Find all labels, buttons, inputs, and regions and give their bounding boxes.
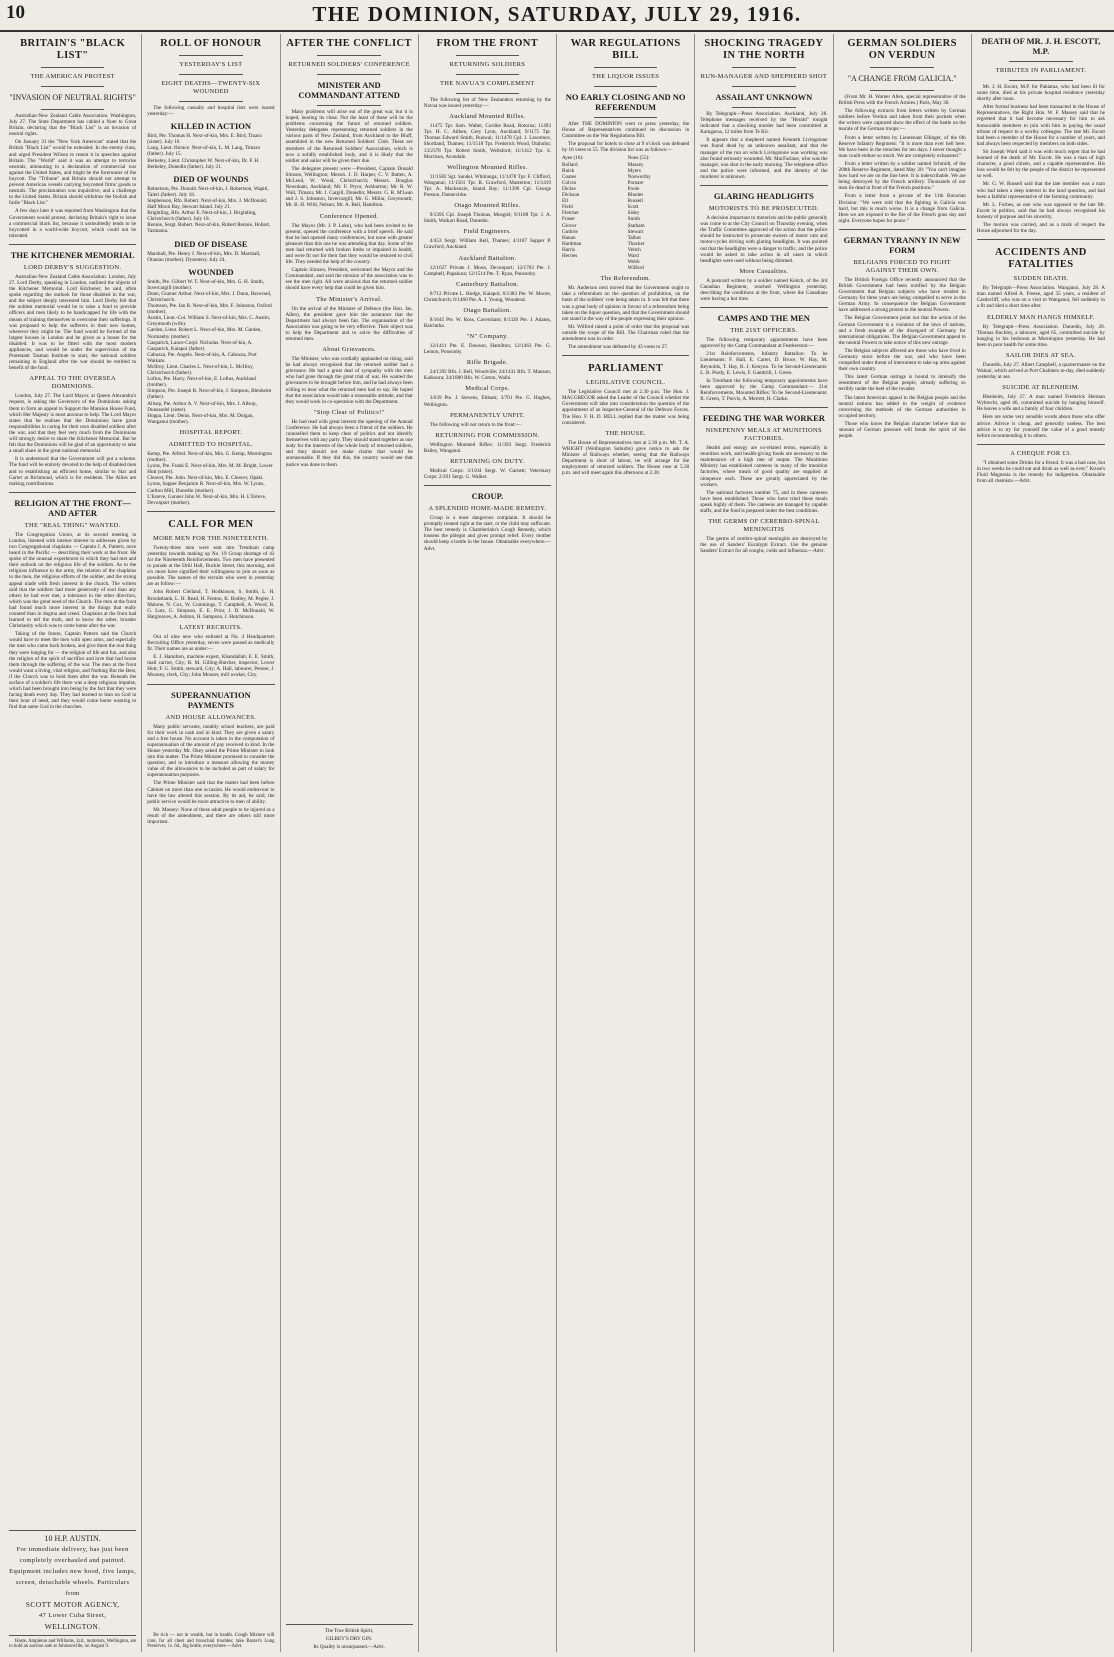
divider [456,55,520,56]
divider [424,485,551,486]
section-heading: Medical Corps. [465,385,510,393]
subheadline: ASSAILANT UNKNOWN [715,92,813,102]
advertisement-text: Equipment includes new hood, five lamps, screen, detachable wheels. Particulars from [9,1567,137,1597]
subheadline: THE 21ST OFFICERS. [730,327,798,335]
divider [317,74,381,75]
article-paragraph: By Telegraph—Press Association. Auckland, July 28. Telephone messages received by the "Herald" tonight indicated that a shocking murder had been committed at Kaingaroa, 12 miles from Te Kii. [700,111,828,136]
list-item: Dickson [562,192,580,199]
list-item: Robertson, Pte. Donald. Next-of-kin, J. Robertson, Wapiti, Taieri (father). July 18. [147,185,269,198]
article-paragraph: The Belgian subjects affected are those who have lived in Germany since before the war, and who have been compelled under threat of internment to take up arms against their own country. [838,347,966,373]
list-item: Lyons, Sapper Benjamin R. Next-of-kin, Mrs. W. Lyons, Carlton Mill, Dunedin (mother). [147,481,265,494]
article-paragraph: The following extracts from letters written by German soldiers before Verdun and taken from their pockets when the writers were captured show the effect of the battle on the morale of the German troops:— [838,108,966,133]
section-heading: THE GERMS OF CEREBRO-SPINAL MENINGITIS [708,518,820,534]
masthead [0,0,1114,32]
article-paragraph: In Trentham the following temporary appointments have been approved by the Camp Commandant:— 21st Reinforcements, Mounted Rifles: To be Second-Lieutenants: R. Green, T. Purvis, A. Merrett, H. Clarke. [700,377,828,402]
headline: GLARING HEADLIGHTS [713,191,814,202]
column-4 [419,34,557,1652]
list-item: Brightling, Rfn. Arthur E. Next-of-kin, J. Brightling, Christchurch (father). July 18. [147,210,257,223]
divider [179,74,243,75]
article-paragraph: Blenheim, July 27. A man named Frederick Herman Wybrecht, aged 46, committed suicide by hanging himself. He leaves a wife and a family of four children. [976,394,1105,413]
casualty-list [147,133,274,170]
divider [870,90,934,91]
section-heading: ELDERLY MAN HANGS HIMSELF. [986,313,1095,321]
headline: CALL FOR MEN [168,518,254,530]
headline: FEEDING THE WAR WORKER [702,413,825,424]
divider [732,67,796,68]
list-item: Poole [627,185,640,192]
article-paragraph: The latest American appeal to the Belgian people and the neutral nations has added to the weight of evidence concerning the methods of the German authorities in occupied territory. [838,394,966,419]
division-list [562,155,689,273]
list-item: Bird, Pte. Thomas H. Next-of-kin, Mrs. E. Bird, Tinaru (sister). July 16. [147,133,262,146]
page-number: 10 [6,2,25,23]
divider [41,67,105,68]
section-heading: Field Engineers. [463,228,512,236]
list-item: Smith, Pte. Gilbert W. T. Next-of-kin, Mrs. G. H. Smith, Invercargill (mother). [147,278,265,291]
article-paragraph: The national factories number 75, and in these canteens have been established. Those who have tried these meals speak highly of them. The canteens are managed by capable staffs, and the food is prepared under the best conditions. [700,489,828,515]
divider [732,86,796,87]
list-item: Hoppa, Lieut. Denis. Next-of-kin, Mrs. M. Duigan, Wanganui (mother). [147,412,254,425]
list-header: Noes (55): [627,155,650,162]
list-item: Ward [627,252,639,259]
noes-list [628,155,690,271]
divider [1009,80,1073,81]
list-item: Berkeley, Lieut. Christopher W. Next-of-kin, Dr. F. H. Berkeley, Dunedin (father). July 21. [147,157,260,170]
notice: Be rich — not in wealth, but in health. Cough Mixture will cure, for all chest and bronchial troubles; take Baxter's Lung Preserver, 1s. 6d., big bottle, everywhere.—Advt. [147,1633,275,1650]
column-6 [695,34,833,1652]
divider [41,109,105,110]
subheadline: RUN-MANAGER AND SHEPHERD SHOT [700,73,828,80]
article-paragraph: Australian-New Zealand Cable Association. London, July 27. Lord Derby, speaking in London, outlined the objects of the Kitchener Memorial. Lord Kitchener, he said, often spoke regarding the outlook for those disabled in the war, and the subject deeply interested him. Lord Derby felt that the noblest memorial would be to raise a fund to provide officers and men likely to be handicapped for life with the means of training themselves to overcome their sufferings. It was proposed to help the sufferers in their new homes, wherever they might be. The fund would be formed of the largest houses in London and be given as a house for the disabled. It was to be fitted with the most modern appliances, and would be under the supervision of the Protestant Tasman Institute to start, the national soldiers remaining in England after the war should be entitled to benefit of the fund. [9,273,137,372]
divider [594,86,658,87]
divider [870,67,934,68]
list-item: Russell [627,198,643,205]
headline: PARLIAMENT [588,363,664,375]
column-1 [4,34,142,1652]
section-heading: PERMANENTLY UNFIT. [449,411,525,419]
headline: SHOCKING TRAGEDY IN THE NORTH [704,38,824,61]
article-paragraph: The following casualty and hospital lists were issued yesterday:— [147,105,275,118]
article-paragraph: Here are some very sensible words about those who offer advice. Advice is cheap, and generally useless. The best advice is to try for yourself the value of a good remedy before recommending it to others. [976,414,1105,439]
page-columns [4,34,1110,1652]
article-paragraph: It is understood that the Government will put a scheme. The fund will be entirely devoted to the help of disabled men and to establishing an efficient home, similar to Star and Garter at Richmond, which is for residents. The Allies are making contributions. [9,456,137,487]
list-item: Bollard [562,161,578,168]
list-item: Pomare [627,179,644,186]
list-item: Veitch [627,246,641,253]
list-item: Thacker [627,240,645,247]
article-paragraph: Mr. Anderson next moved that the Government ought to take a referendum on the question of prohibition, on the basis of the soldiers' vote being taken in. It was felt that there was a great body of opinion in favour of a referendum being taken on the liquor question, and that the Government should not stand in the way of the people expressing their opinion. [562,285,690,322]
divider [700,307,827,308]
divider [456,74,520,75]
list-item: Marshall, Pte. Henry J. Next-of-kin, Mrs. D. Marshall, Otautau (mother). Dysentery. July 24. [147,250,261,263]
subheadline: MORE MEN FOR THE NINETEENTH. [153,534,269,542]
article-paragraph: John Robert Clelland, T. Hodkinson, S. Smith, L. H. Brooksbank, L. H. Read, H. Fenton, K. Bodley, M. Pegler, J. Malone, N. Cox, W. Cummings, T. Campbell, A. Wood, R. G. Lutz, G. Simpson, E. E. Prior, J. D. McDonald, W. Hargreaves, A. Ashton, H. Sampson, J. Hutchinson. [147,589,275,620]
article-paragraph: 4/453 Sergt. William Bell, Thames; 4/1187 Sapper P. Crawford, Auckland. [423,238,551,251]
column-5 [557,34,695,1652]
list-item: Webb [627,259,640,266]
article-paragraph: The following list of New Zealanders returning by the Navua was issued yesterday:— [423,97,551,110]
list-item: Thomson, Pte. Ian R. Next-of-kin, Mrs. F. Johnston, Oxford (mother). [147,303,272,316]
article-paragraph: Those who know the Belgian character believe that no amount of German pressure will break the spirit of the people. [838,420,966,440]
divider [977,239,1105,240]
notice: Haste, Ampleton and Williams, Ltd., motorists, Wellington, are to hold an auction sale at Johnsonville, on August 9. [9,1638,137,1650]
subheadline: NO EARLY CLOSING AND NO REFERENDUM [565,92,686,112]
article-paragraph: 8/1645 Pte. W. Ross, Caversham; 8/1320 Pte. J. Adams, Balclutha. [423,316,551,329]
hospital-list [147,451,274,506]
list-item: Wilford [627,265,644,272]
article-paragraph: By Telegraph—Press Association. Wanganui, July 28. A man named Alfred A. Freese, aged 35 years, a resident of Castlecliff, who was on a visit to Wanganui, fell suddenly in a fit and died a short time after. [976,285,1105,310]
section-heading: Auckland Battalion. [458,254,517,262]
divider [594,67,658,68]
list-item: Colvin [562,179,577,186]
column-7 [834,34,972,1652]
advertisement-text: "I obtained some Drinks for a friend. It was a bad case, but in two weeks he could eat and drink as well as ever." Kruse's Fluid Magnesia is the remedy for indigestion. Obtainable from all chemists.—Advt. [976,459,1105,485]
list-item: Kemp, Pte. Alfred. Next-of-kin, Mrs. G. Kemp, Mornington (mother). [147,450,273,464]
divider [594,117,658,118]
section-heading: LATEST RECRUITS. [179,623,243,631]
advertisement-name: GILBEY'S DRY GIN. [325,1635,373,1642]
article-paragraph: Wellington Mounted Rifles: 11/393 Sergt. Frederick Bailey, Wanganui. [423,441,551,454]
article-paragraph: 12/1411 Pte. E. Dawson, Hamilton; 12/1463 Pte. G. Lemon, Ponsonby. [423,343,551,356]
subheadline: MINISTER AND COMMANDANT ATTEND [298,80,400,100]
casualty-list [147,186,274,235]
section-heading: About Grievances. [322,346,377,354]
divider [456,93,520,94]
article-paragraph: After formal business had been transacted in the House of Representatives, the Right Hon. W. F. Massey said that he regretted that it had become necessary for him to ask honourable members to join with him in paying the usual tribute of respect to a worthy colleague. The late Mr. Escott had been a member of the House for a number of years, and had always been respected by members on both sides. [976,104,1105,147]
advertisement-text: The germs of cerebro-spinal meningitis are destroyed by the use of Sanders' Eucalypti Extract. Use the genuine Sanders' Extract for all coughs, colds and influenza.—Advt. [700,536,828,555]
headline: ROLL OF HONOUR [160,38,262,49]
section-heading: The Minister's Arrival. [316,295,383,303]
article-paragraph: The delegates present were:—President, Captain Donald Simson, Wellington; Messrs. J. D. Harper, C. V. Batten, A. McLeod, W. Wood, Christchurch; Messrs. Douglas Newnham, Auckland; Mr. F. Pryor, Ashburton; Mr. R. W. Wall, Timaru; Mr. J. Cargill, Dunedin; Messrs. G. R. M'Lean and J. S. Johnston, Invercargill; Mr. G. Millar, Greymouth; Mr. B. H. Wild, Nelson; Mr. A. Bell, Hamilton. [285,165,413,209]
list-item: Statham [627,222,645,229]
subheadline: APPEAL TO THE OVERSEA DOMINIONS. [29,375,116,391]
advertisement-subtitle: A SPLENDID HOME-MADE REMEDY. [428,505,547,513]
headline: AFTER THE CONFLICT [286,38,412,49]
headline: SUPERANNUATION PAYMENTS [171,689,251,710]
list-item: Coates [562,173,577,180]
article-paragraph: 11475 Tpr. Sam. Walter, Cordite Road, Rotorua; 11493 Tpr. H. C. Aitken, Grey Lynn, Auckland; 9/1175 Tpr. Thomas Edward Smith, Ruawai; 11/1478 Cpl. J. Lawrence, Shortland, Thames; 11/1518 Tpr. Frederick Wood, Otahuhu; 13/2378 Tpr. Robert Smith, Wellsford; 11/1412 Tpr. S. Morrison, Avondale. [423,123,551,160]
list-item: Cleaver, Pte. John. Next-of-kin, Mrs. E. Cleaver, Opaki. [147,475,264,482]
article-paragraph: The Prime Minister said that the matter had been before Cabinet on more than one occasion. He would endeavour to have the law altered this session. By its aid, he said, the public service would be more attractive to men of ability. [147,780,275,805]
advertisement-text: The True British Spirit, [324,1627,374,1634]
subheadline: AND HOUSE ALLOWANCES. [165,713,257,721]
divider [732,107,796,108]
list-item: Loftus, Pte. Harry. Next-of-kin, E. Loftus, Auckland (brother). [147,376,256,389]
article-paragraph: This latest German outrage is bound to intensify the resentment of the Belgian people, already suffering so terribly under the heel of the invader. [838,374,966,393]
list-item: Myers [627,167,641,174]
subheadline: SUDDEN DEATH. [1013,275,1069,283]
list-item: Sidey [627,210,640,217]
subheadline: TRIBUTES IN PARLIAMENT. [995,67,1087,74]
article-paragraph: Mr. Massey: None of these adult people to be injured as a result of the amendment, and there are others still more important. [147,806,275,825]
divider [839,229,966,230]
divider [317,55,381,56]
article-paragraph: 11/1582 Sgt. Sandel, Whitianga; 11/1478 Tpr. F. Clifford, Wanganui; 11/1561 Tpr. R. Crawford, Masterton; 11/1419 Tpr. A. Mackenzie, Island Bay; 11/1396 Cpl. George Preston, Dannevirke. [423,173,551,199]
article-paragraph: A postcard written by a soldier named Keitch, of the 3rd Canadian Regiment, reached Wellington yesterday, describing the conditions at the front, where the Canadians were having a hot time. [700,277,828,303]
divider [977,444,1105,445]
article-paragraph: After THE DOMINION went to press yesterday, the House of Representatives continued its discussion in Committee on the War Regulations Bill. [562,121,690,140]
section-heading: A CHEQUE FOR £3. [1010,449,1072,457]
section-heading: DIED OF WOUNDS [173,173,249,184]
ayes-list [562,155,624,271]
article-paragraph: From a letter written by a soldier named Schmidt, of the 208th Reserve Regiment, dated May 20: "You can't imagine how hard we are on the line here. It is indescribable. We are being destroyed by the French artillery. Thousands of our men lie dead in front of the French positions." [838,160,966,192]
headline: CAMPS AND THE MEN [717,313,810,324]
article-paragraph: The Mayor (Mr. J. P. Luke), who had been invited to be present, opened the conference with a brief speech. He said that he had opened many conferences, but none with greater pleasure than this one he was attending that day. Some of the men had returned with broken limbs or impaired in health, and were fit not for their fast they would be restored to civil life. They needed the help of the country. [285,222,413,266]
list-item: Dunn, Gunner Arthur. Next-of-kin, Mrs. J. Dunn, Barwood, Christchurch. [147,290,272,303]
advertisement-city: WELLINGTON. [44,1621,101,1631]
subheadline: MOTORISTS TO BE PROSECUTED. [708,205,819,213]
subheadline: THE "REAL THING" WANTED. [24,521,121,529]
casualty-list [147,251,274,263]
article-paragraph: 6/712 Private L. Hodge, Kaiapoi; 6/1383 Pte. W. Moore, Christchurch; 6/1460 Pte. A. J. Young, Woodend. [423,290,551,303]
list-item: Rennie, Sergt. Robert. Next-of-kin, Robert Rennie, Hobart, Tasmania. [147,222,271,235]
advertisement-text: For immediate delivery, has just been completely overhauled and painted. [16,1545,129,1564]
section-heading: Canterbury Battalion. [456,280,519,288]
subheadline: LEGISLATIVE COUNCIL. [585,379,666,387]
article-paragraph: 21st Reinforcements, Infantry Battalion: To be Lieutenants: F. Hall, E. Carter, D. Bruce, W. Hay, M. Reynolds, T. Hay, R. J. Kenyon. To be Second-Lieutenants: L. B. Purdy, E. Lewis, F. Gambrill, J. Green. [700,351,828,376]
list-item: Austin, Lieut.-Col. William S. Next-of-kin, Mrs. C. Austin, Greymouth (wife). [147,315,271,328]
subheadline: EIGHT DEATHS—TWENTY-SIX WOUNDED [161,80,261,95]
article-paragraph: Medical Corps: 3/1104 Sergt. W. Garnett; Veterinary Corps: 2/391 Sergt. G. Walker. [423,467,551,480]
subheadline: THE LIQUOR ISSUES [592,73,660,80]
article-paragraph: The motion was carried, and as a mark of respect the House adjourned for the day. [976,221,1105,235]
divider [700,185,827,186]
article-paragraph: Out of nine new who enlisted at No. 4 Headquarters Recruiting Office yesterday, seven were passed as medically fit. Their names are as under:— [147,633,275,653]
article-paragraph: Many problems will arise out of the great war, but it is hoped, hearing its close. Not the least of these will be the problems concerning the future of returned soldiers. Yesterday delegates representing returned soldiers in the various parts of New Zealand, from Auckland to the Bluff, assembled in the new Returned Soldiers' Club. These are members of the Returned Soldiers' Association, which is now a solidly established body, and it is likely that the soldier and sailor will be given their due. [285,109,413,164]
section-heading: The Referendum. [600,275,651,283]
list-item: Fraser [562,216,575,223]
divider [9,1530,136,1531]
list-item: Herries [562,252,578,259]
list-item: Stephenson, Rfn. Robert. Next-of-kin, Mrs. J. McDonald, Half Moon Bay, Stewart Island. July 21. [147,197,267,211]
list-item: Cabuzza, Pte. Angelo. Next-of-kin, A. Cabuzza, Port Waikato. [147,351,257,364]
article-paragraph: Sir Joseph Ward said it was with much regret that he had learned of the death of Mr. Escott. He was a man of high character, a good citizen, and a capable representative. His loss would be felt by the people of the district he represented so well. [976,148,1105,180]
article-paragraph: It appears that a shepherd named Kenneth Livingstone was found dead by an unknown assailant, and that the manager of the run on which Livingstone was working was also found seriously wounded. Mr. MacFarlane, who was the manager, was shot in the early morning. The telephone office and the police were informed, and the identity of the murderer is unknown. [700,137,828,180]
article-paragraph: He had read with great interest the opening of the Annual Conference. He had always been a friend of the soldiers. He counselled them to keep clear of politics and not identify themselves with any party. They should stand together as one body for the interests of the whole body of returned soldiers, and they should not make claims that would be unreasonable. If they did this, the country would see that justice was done to them. [285,418,413,468]
list-item: Simpson, Pte. Joseph R. Next-of-kin, J. Simpson, Blenheim (father). [147,388,272,401]
article-paragraph: By Telegraph—Press Association. Dunedin, July 28. Thomas Buckley, a labourer, aged 65, committed suicide by hanging in his bedroom at Mornington yesterday. He had been in poor health for some time. [976,323,1105,348]
list-item: Buick [562,167,575,174]
article-paragraph: 12/1627 Private J. Moon, Devonport; 12/1703 Pte. J. Campbell, Papakura; 12/1514 Pte. T. Ryan, Ponsonby. [423,264,551,277]
advertisement-address: 47 Lower Cuba Street, [39,1611,107,1619]
list-item: Rhodes [627,192,644,199]
article-paragraph: Twenty-three men were sent into Trentham camp yesterday towards making up No. 19 Group shortage of 42 for the Nineteenth Reinforcements. Two men have presented to parade at the Drill Hall, Buckle Street, this morning, and six more have signified their willingness to join as soon as possible. The names of the recruits who went in yesterday are as follow:— [147,544,275,588]
casualty-list [147,279,274,425]
divider [317,105,381,106]
advertisement-name: SCOTT MOTOR AGENCY, [25,1599,120,1609]
subheadline: LORD DERBY'S SUGGESTION. [23,263,122,271]
advertisement-text: Its Quality is unsurpassed.—Advt. [313,1643,385,1650]
section-heading: RETURNING ON DUTY. [450,457,525,465]
list-item: Scott [627,204,639,211]
list-item: Stewart [627,228,644,235]
column-3 [281,34,419,1652]
list-item: Massey [627,161,644,168]
list-item: Guthrie [562,228,578,235]
article-paragraph: Mr. J. H. Escott, M.P. for Pahiatua, who had been ill for some time, died at his private hospital residence yesterday shortly after noon. [976,84,1105,103]
subheadline: YESTERDAY'S LIST [179,61,243,68]
article-paragraph: Many public servants, notably school teachers, are paid for their work in cash and in kind. They are given a salary and a free house. No account is taken in the computation of superannuation of the amount of pay received in kind. In the House yesterday Mr. Okey asked the Prime Minister to look into this matter. The Prime Minister promised to consider the question, and to introduce a measure allowing the money value of the allowances to be included as part of salary for superannuation purposes. [147,723,275,779]
list-item: Smith [627,216,641,223]
section-subheading: ADMITTED TO HOSPITAL. [168,440,254,448]
article-paragraph: The Minister, who was cordially applauded on rising, said he had always recognised that the returned soldier had a grievance. He had a great deal of sympathy with the men who had gone through the great trial of war. He wanted the grievances to be brought before him, and he had always been willing to hear what the returned men had to say. He hoped that the association would take a reasonable attitude, and that they would work in co-operation with the Department. [285,356,413,405]
article-paragraph: From a letter written by Lieutenant Ellinger, of the 6th Reserve Infantry Regiment: "It is more than ever hell here. We have been in the trenches for ten days. I never thought a man could endure so much. We are completely exhausted." [838,134,966,159]
article-paragraph: The amendment was defeated by 43 votes to 27. [568,344,669,351]
divider [562,355,689,356]
article-paragraph: E. J. Hamilton, machine expert, Khandallah; E. E. Smith, mail carrier, City; R. M. Gilling-Butcher, inspector, Lower Hutt; F. G. Smith, steward, City; A. Hall, labourer, Petone; J. Mooney, clerk, City; John Mouser, mill worker, City. [147,654,275,679]
article-paragraph: Australian-New Zealand Cable Association. Washington, July 27. The State Department has cabled a Note to Great Britain, declaring that the "Black List" is an invasion of neutral rights. [9,113,137,138]
section-heading: More Casualties. [739,267,789,275]
list-item: Gasparich, Lance-Corpl. Nicholas. Next-of-kin, A. Gasparich, Kaiapoi (father). [147,339,253,352]
subheadline: RETURNING SOLDIERS [449,61,526,68]
headline: GERMAN TYRANNY IN NEW FORM [843,234,961,255]
section-heading: THE HOUSE. [605,429,646,437]
subheadline: BELGIANS FORCED TO FIGHT AGAINST THEIR OWN. [853,258,951,274]
section-heading: "N" Company. [466,333,509,341]
headline: GERMAN SOLDIERS ON VERDUN [847,38,957,61]
section-heading: DIED OF DISEASE [174,238,248,249]
section-heading: Auckland Mounted Rifles. [449,113,526,121]
divider [9,492,136,493]
article-paragraph: A few days later it was reported from Washington that the Government would protest, declaring Britain's right to issue a commercial black list, because it undoubtedly tends to be boycotted in a world-wide boycott, which could not be tolerated. [9,208,137,239]
list-item: Lyons, Pte. Frank E. Next-of-kin, Mrs. M. M. Bright, Lower Hutt (sister). [147,463,273,476]
article-paragraph: The following temporary appointments have been approved by the Camp Commandant at Featherston:— [700,337,828,350]
list-item: Hardman [562,240,582,247]
column-8 [972,34,1110,1652]
list-item: Hanan [562,234,576,241]
headline: FROM THE FRONT [436,38,539,49]
newspaper-title: THE DOMINION, SATURDAY, JULY 29, 1916. [312,2,802,26]
advertisement-title: CROUP. [471,491,504,502]
article-paragraph: Mr. G. W. Russell said that the late member was a man who had taken a deep interest in the land question, and had been a faithful representative of the farming community. [976,181,1105,200]
divider [147,511,274,512]
article-paragraph: Dunedin, July 27. Albert Campbell, a quartermaster on the Wainui, which arrived at Port Chalmers to-day, died suddenly yesterday at sea. [976,361,1105,381]
list-item: Field [562,204,573,211]
list-item: Nosworthy [627,173,651,180]
article-paragraph: The following will not return to the front:— [429,421,522,428]
section-heading: RETURNING FOR COMMISSION. [435,431,540,439]
section-heading: SUICIDE AT BLENHEIM. [1002,384,1080,392]
headline: ACCIDENTS AND FATALITIES [994,247,1087,271]
article-paragraph: 9/1395 Cpl. Joseph Thomas, Mosgiel; 9/1188 Tpr. J. A. Smith, Waikari Road, Dunedin. [423,212,551,225]
list-item: Fletcher [562,210,579,217]
section-heading: WOUNDED [188,266,234,277]
article-paragraph: (From Mr. H. Warner Allen, special representative of the British Press with the French Armies.) Paris, May 30. [838,94,966,107]
subheadline: "INVASION OF NEUTRAL RIGHTS" [9,93,136,102]
list-item: Glover [562,222,577,229]
divider [9,244,136,245]
section-heading: Otago Mounted Rifles. [454,202,521,210]
article-paragraph: Health and energy are co-related terms, especially in munition work, and health-giving foods are necessary to the maintenance of a high rate of output. The Munitions Ministry has established canteens in many of the munition factories, where meals of good quality are supplied at ninepence each. These are greatly appreciated by the workers. [700,445,828,488]
divider [179,101,243,102]
section-heading: Rifle Brigade. [466,359,508,367]
advertisement-title: 10 H.P. AUSTIN. [44,1533,101,1543]
headline: BRITAIN'S "BLACK LIST" [20,38,126,61]
column-2 [142,34,280,1652]
subheadline: THE NAVUA'S COMPLEMENT [440,80,535,87]
article-paragraph: On the arrival of the Minister of Defence (the Hon. Jas. Allen), the president gave him the assurance that the Department had always been fair. The organisation of the Association was going to be very effective. Their object was to help the Department and to solve the difficulties of returned men. [285,305,413,342]
divider [147,684,274,685]
article-paragraph: Mr. L. Forbes, as one who was opposed to the late Mr. Escott in politics, said that he had always recognised his honesty of purpose and his sincerity. [976,201,1105,220]
divider [41,86,105,87]
article-paragraph: The Legislative Council met at 2.30 p.m. The Hon. J. MACGREGOR asked the Leader of the Council whether the Government will take into consideration the question of the appointment of an Inspector-General of the Defence Forces. The Hon. F. H. D. BELL replied that the matter was being considered. [562,389,690,426]
list-item: Garden, Lieut. Robert L. Next-of-kin, Mrs. M. Garden, Normanby (mother). [147,327,262,340]
article-paragraph: From a letter from a private of the 11th Bavarian Division: "We were told that the fighting in Galicia was hard, but this is much worse. It is a change from Galicia. Here we are exposed to the fire of the French guns day and night. Everyone hopes for peace." [838,193,966,224]
article-paragraph: Captain Simson, President, welcomed the Mayor and the Commandant, and said the mission of the association was to see the men right. All were anxious that the returned soldier should have every help that could be given him. [285,267,413,292]
divider [286,1624,413,1625]
list-item: Lang, Lieut. Horace. Next-of-kin, L. M. Lang, Timaru (father). July 15. [147,145,260,158]
list-item: Ell [562,198,569,205]
section-heading: Conference Opened. [319,212,379,220]
article-paragraph: The House of Representatives met at 2.30 p.m. Mr. T. A. WRIGHT (Wellington Suburbs) gave notice to ask the Minister of Railways whether, seeing that the Railways Department is short of labour, he will arrange for the employment of returned soldiers. The House rose at 5.30 p.m. and will meet again this afternoon at 2.30. [562,439,690,477]
article-paragraph: A decision important to motorists and the public generally was come to at the City Council on Thursday evening, when the Traffic Committee approved of the action that the police should be instructed to prosecute owners of motor cars and motor-cycles driving with glaring headlights. It was pointed out that the headlights were a danger to traffic, and the police would be asked to take action in all cases in which headlights were used without being dimmed. [700,215,828,264]
headline: WAR REGULATIONS BILL [570,38,681,61]
list-item: Talbot [627,234,641,241]
article-paragraph: London, July 27. The Lord Mayor, at Queen Alexandra's request, is asking the Governors of the Dominions asking them to form an appeal to Support the Mansion House Fund, which Her Majesty is most anxious to help. The Lord Mayor states that he realises that the Dominions have great responsibilities in caring for their own disabled soldiers after the war, and that they feel very much from the Dominions will strongly desire to share the Kitchener Memorial. But he felt that the Dominions will be glad of an opportunity to take a small share in the great national memorial. [9,393,137,455]
section-heading: SAILOR DIES AT SEA. [1005,351,1076,359]
article-paragraph: The Belgian Government point out that the action of the German Government is a violation of the laws of nations, and a fresh example of the disregard of Germany for international obligations. The Belgian Government appeal to the neutral Powers to take notice of this new outrage. [838,315,966,346]
subheadline: RETURNED SOLDIERS' CONFERENCE [288,61,410,68]
article-paragraph: The Congregation Union, at its second meeting in London, listened with intense interest to addresses given by two Congregational chaplains — Captain J. A. Pattern, once heard in the Pacific — describing their work at the front. He spoke of the unusual experiences in which they had met and their outlook on the religious life of the soldiers. As to the religious influence in the army, the relation of the chaplains to the men, the religious efforts of the soldier, and the strong appeal made with fresh interest in the church. The writers said that the soldiers had more generosity of soul than any others he had ever met, a tolerance in the other direction, which was the great need of the Church. The men at the front had found much more interest in the things that really counted than in dogma and creed. Chaplains at the front had learned to tell the truth, and to know the sober, broader Christianity which was to come home after the war. [9,531,137,630]
list-item: Allsop, Pte. Arthur A. V. Next-of-kin, Mrs. J. Allsop, Dunsandel (sister). [147,400,257,413]
advertisement-text: Croup is a most dangerous complaint. It should be promptly treated right at the start, or the child may suffocate. The best remedy is Chamberlain's Cough Remedy, which loosens the phlegm and gives prompt relief. Every mother should keep a bottle in the house. Obtainable everywhere.—Advt. [423,515,551,552]
list-header: Ayes (16): [562,155,584,162]
article-paragraph: 24/1392 Rfn. J. Bell, Woodville; 24/1431 Rfn. T. Manson, Kaikoura; 24/1880 Rfn. W. Cotton, Waihi. [423,369,551,382]
section-heading: Otago Battalion. [463,306,512,314]
divider [9,1635,136,1636]
headline: DEATH OF MR. J. H. ESCOTT, M.P. [981,36,1101,56]
subheadline: THE AMERICAN PROTEST [30,73,115,80]
article-paragraph: Mr. Wilford raised a point of order that the proposal was outside the scope of the Bill. The Chairman ruled that the amendment was in order. [562,323,690,342]
section-heading: Wellington Mounted Rifles. [447,163,528,171]
article-paragraph: On January 31 the "New York American" stated that the British "Black List" would be extended. In the enemy class, and urged President Wilson to resent it in speeches against Britain. The "World" said it was an attempt to terrorise neutrals, amounting to a declaration of commercial war against the United States, and might be the forerunner of the boycott. The "Tribune" and Britain should not attempt to prevent American vessels carrying boycotted firms' goods to neutrals. The proclamation was inquisitive, and a challenge to the United States. Britain should withdraw the foolish and futile "Black List." [9,139,137,207]
list-item: Harris [562,246,575,253]
divider [1009,61,1073,62]
headline: RELIGION AT THE FRONT—AND AFTER [14,497,131,518]
subheadline: "A CHANGE FROM GALICIA." [847,74,957,83]
subheadline: NINEPENNY MEALS AT MUNITIONS FACTORIES. [705,427,822,443]
divider [700,407,827,408]
list-item: Dickie [562,185,576,192]
divider [179,55,243,56]
list-item: L'Esteve, Gunner John W. Next-of-kin, Mrs. H. L'Esteve, Devonport (mother). [147,493,267,506]
article-paragraph: The proposal for hotels to close at 9 o'clock was defeated by 16 votes to 55. The division list was as follows:— [562,141,690,154]
article-paragraph: The British Foreign Office recently announced that the British Government had been notified by the Belgian Government that Belgian subjects who have resided in Germany for three years are being compelled to serve in the German Army. In consequence the Belgian Government have addressed a strong protest to the neutral Powers. [838,276,966,314]
headline: THE KITCHENER MEMORIAL [10,249,135,260]
article-paragraph: 3/639 Pte. J. Stevens, Eltham; 3/701 Pte. G. Hughes, Wellington. [423,395,551,408]
section-heading: "Stop Clear of Politics!" [313,408,385,416]
section-heading: HOSPITAL REPORT. [179,428,243,436]
list-item: McIlroy, Lieut. Charles L. Next-of-kin, L. McIlroy, Christchurch (father). [147,364,254,377]
article-paragraph: Taking of the future, Captain Pattern said the Church would have to meet the men with open arms, and especially the men who came back broken, and give them the real thing they were longing for — the religion of life and fun, and also the religion of the spirit of sacrifice and love that had borne them through the suffering of the war. The men at the front would want a living, vital religion, and Nothing But the Best, if the Church was to hold them after the war. Beneath the surface of a soldier's life there was a deep religious impulse, which had been brought into being by the fact that they were facing death every day. They had learned to lean on God in their hour of need, and they would come home wanting to find that same God in the churches. [9,631,137,711]
section-heading: KILLED IN ACTION [170,121,252,132]
